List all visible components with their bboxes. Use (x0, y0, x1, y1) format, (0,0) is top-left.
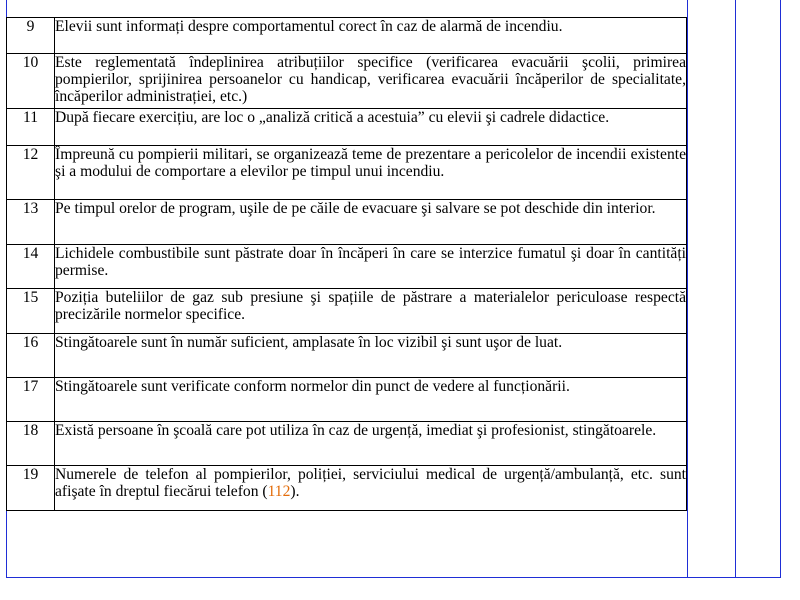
row-text: Elevii sunt informați despre comportamentul corect în caz de alarmă de incendiu. (55, 18, 687, 54)
emergency-number: 112 (267, 483, 291, 501)
table-row (7, 466, 687, 511)
row-number: 18 (7, 422, 55, 466)
table-row (7, 245, 687, 289)
row-text: Stingătoarele sunt verificate conform normelor din punct de vedere al funcționării. (55, 378, 687, 422)
table-row (7, 200, 687, 245)
table-row (7, 109, 687, 146)
row-text (55, 466, 687, 511)
frame-line-right (780, 0, 781, 578)
row-text: Lichidele combustibile sunt păstrate doar în încăperi în care se interzice fumatul şi doar în cantități permise. (55, 245, 687, 289)
row-number: 11 (7, 109, 55, 146)
row-number: 17 (7, 378, 55, 422)
row-text: După fiecare exercițiu, are loc o „analiză critică a acestuia” cu elevii şi cadrele didactice. (55, 109, 687, 146)
frame-line-col-1 (687, 0, 688, 578)
row-number: 12 (7, 146, 55, 200)
frame-line-bottom (6, 577, 781, 578)
table-row (7, 54, 687, 109)
row-number: 10 (7, 54, 55, 109)
row-text-part: Numerele de telefon al pompierilor, poliției, serviciului medical de urgență/ambulanță, etc. sunt afişate în dreptul fiecărui telefon ( (55, 466, 686, 501)
row-text: Poziția buteliilor de gaz sub presiune şi spațiile de păstrare a materialelor periculoase respectă precizările normelor specifice. (55, 289, 687, 334)
table-row (7, 334, 687, 378)
row-number: 9 (7, 18, 55, 54)
row-number: 15 (7, 289, 55, 334)
row-text: Există persoane în şcoală care pot utiliza în caz de urgență, imediat şi profesionist, stingătoarele. (55, 422, 687, 466)
frame-line-col-2 (735, 0, 736, 578)
row-number: 13 (7, 200, 55, 245)
table-row (7, 289, 687, 334)
checklist-table (6, 17, 687, 511)
row-text: Este reglementată îndeplinirea atribuțiilor specifice (verificarea evacuării şcolii, primirea pompierilor, sprijinirea persoanelor cu handicap, verificarea evacuării încăperilor de specialitate, încăperilor administrației, etc.) (55, 54, 687, 109)
row-number: 19 (7, 466, 55, 511)
row-number: 16 (7, 334, 55, 378)
table-row (7, 146, 687, 200)
row-number: 14 (7, 245, 55, 289)
table-row (7, 18, 687, 54)
row-text: Împreună cu pompierii militari, se organizează teme de prezentare a pericolelor de incendii existente şi a modului de comportare a elevilor pe timpul unui incendiu. (55, 146, 687, 200)
table-row (7, 422, 687, 466)
row-text-part: ). (290, 483, 300, 501)
row-text: Stingătoarele sunt în număr suficient, amplasate în loc vizibil şi sunt uşor de luat. (55, 334, 687, 378)
table-row (7, 378, 687, 422)
row-text: Pe timpul orelor de program, uşile de pe căile de evacuare şi salvare se pot deschide din interior. (55, 200, 687, 245)
